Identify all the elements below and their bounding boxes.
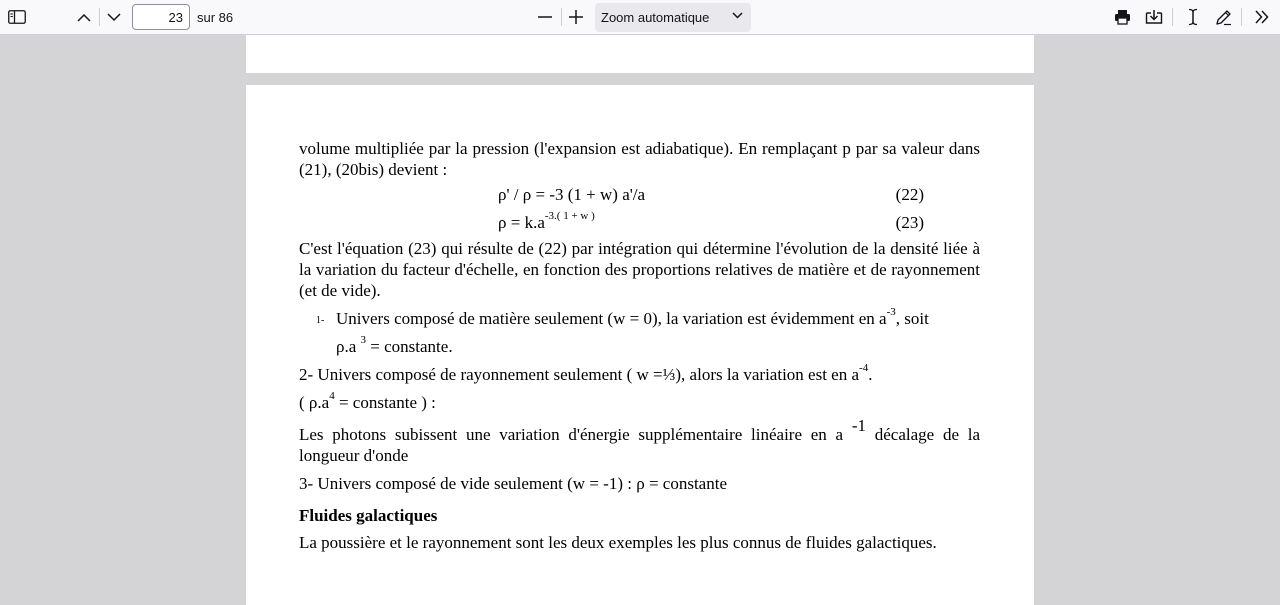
page-number-input[interactable] [132, 4, 190, 30]
chevron-up-icon[interactable] [70, 4, 98, 30]
exponent: -1 [851, 416, 866, 436]
paragraph: volume multipliée par la pression (l'expansion est adiabatique). En remplaçant p par sa valeur dans (21), (20bis) devient : [299, 139, 980, 179]
formula-base: ( ρ.a [299, 393, 330, 412]
minus-icon [538, 16, 552, 18]
print-icon[interactable] [1108, 4, 1136, 30]
page-text-layer [299, 138, 980, 553]
formula-tail: = constante. [370, 337, 453, 356]
toolbar-separator [1241, 8, 1242, 26]
list-item-tail: , soit [895, 309, 929, 328]
equation-expression [498, 212, 595, 233]
list-item-2 [299, 364, 980, 385]
exponent: -3 [886, 306, 896, 319]
list-item-line [336, 308, 980, 329]
zoom-select[interactable] [595, 3, 751, 32]
formula-tail: = constante ) : [334, 393, 436, 412]
list-item-3: 3- Univers composé de vide seulement (w = -1) : ρ = constante [299, 474, 727, 493]
formula-line [299, 392, 980, 413]
download-icon[interactable] [1140, 4, 1168, 30]
list-item-tail: . [868, 365, 873, 384]
exponent: 4 [329, 390, 335, 403]
list-item-line [336, 336, 980, 357]
toolbar-separator [1172, 8, 1173, 26]
equation-exponent: -3.( 1 + w ) [544, 210, 595, 223]
page-total-label: sur 86 [197, 10, 234, 25]
paragraph [299, 416, 980, 466]
zoom-in-button[interactable] [562, 4, 590, 30]
pdf-toolbar [0, 0, 1280, 35]
section-title: Fluides galactiques [299, 506, 438, 525]
list-item-text: 2- Univers composé de rayonnement seulement ( w =⅓), alors la variation est en a [299, 365, 860, 384]
paragraph: La poussière et le rayonnement sont les deux exemples les plus connus de fluides galactiques. [299, 533, 937, 552]
equation-22 [299, 180, 980, 208]
pen-icon[interactable] [1209, 4, 1237, 30]
paragraph-text: Les photons subissent une variation d'énergie supplémentaire linéaire en a [299, 425, 852, 444]
zoom-out-button[interactable] [531, 4, 559, 30]
exponent: -4 [859, 362, 869, 375]
pdf-page [246, 85, 1034, 605]
zoom-select-label: Zoom automatique [601, 10, 710, 25]
exponent: 3 [360, 334, 367, 347]
double-chevron-right-icon[interactable] [1248, 4, 1276, 30]
text-cursor-icon[interactable] [1179, 4, 1207, 30]
formula-base: ρ.a [336, 337, 357, 356]
list-marker: 1- [316, 315, 325, 326]
previous-page-bottom [246, 35, 1034, 73]
equation-number: (23) [895, 213, 924, 232]
plus-icon [569, 10, 583, 24]
list-item-text: Univers composé de matière seulement (w = 0), la variation est évidemment en a [336, 309, 887, 328]
sidebar-toggle-icon[interactable] [3, 4, 31, 30]
chevron-down-icon [732, 12, 743, 19]
chevron-down-icon[interactable] [100, 4, 128, 30]
equation-number: (22) [895, 185, 924, 204]
equation-23 [299, 208, 980, 236]
list-item-1 [299, 308, 980, 357]
paragraph-text: décalage de la longueur d'onde [299, 425, 980, 465]
paragraph: C'est l'équation (23) qui résulte de (22) par intégration qui détermine l'évolution de la densité liée à la variation du facteur d'échelle, en fonction des proportions relatives de matière et de rayonnement (et de vide). [299, 239, 980, 300]
equation-expression: ρ' / ρ = -3 (1 + w) a'/a [498, 185, 646, 204]
equation-base: ρ = k.a [498, 213, 545, 232]
